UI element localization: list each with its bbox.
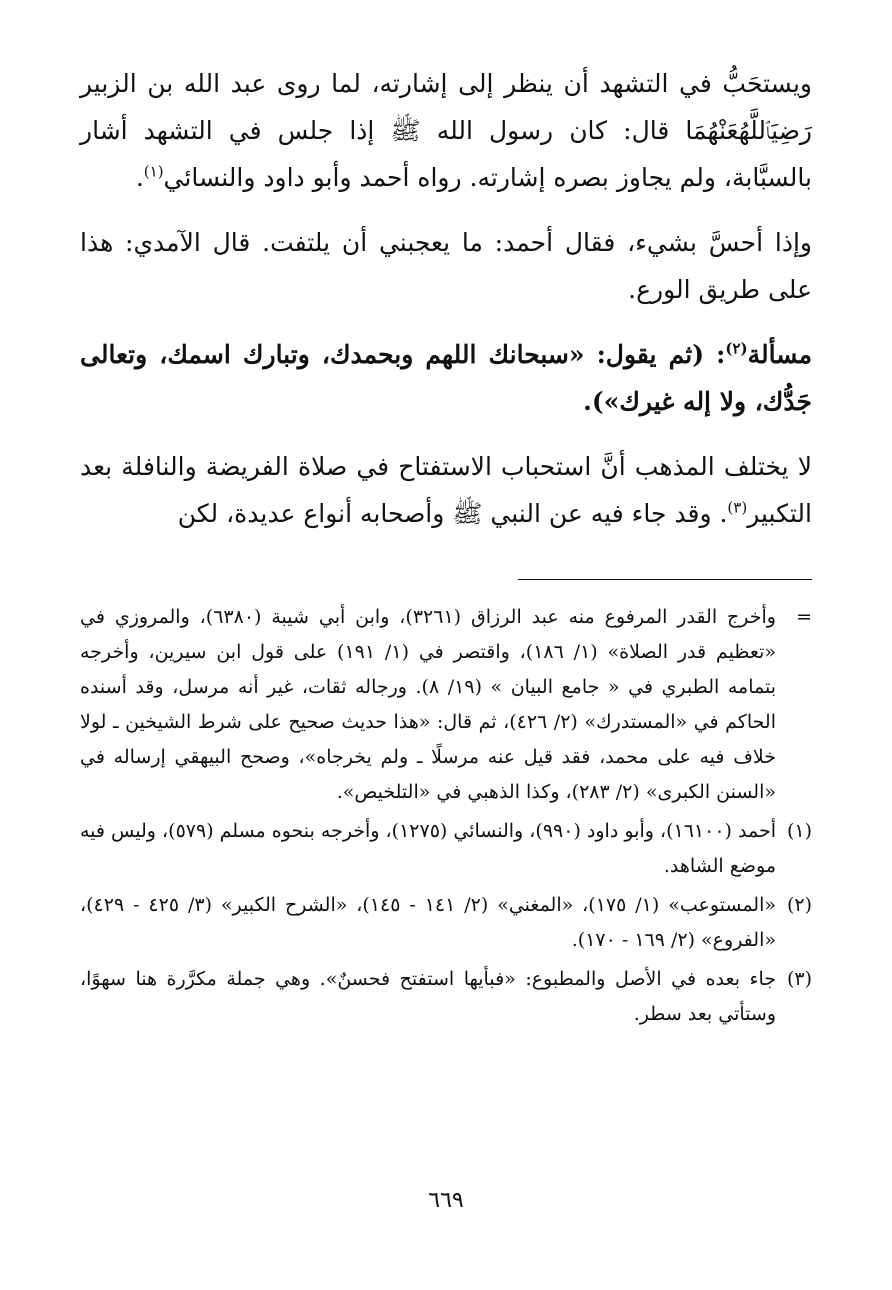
page-number: ٦٦٩ <box>428 1188 464 1213</box>
footnote-ref-1: (١) <box>143 162 164 181</box>
footnote-divider <box>518 579 812 580</box>
paragraph-1-text: ويستحَبُّ في التشهد أن ينظر إلى إشارته، لما روى عبد الله بن الزبير رَضِيَٱللَّهُعَنْهُمَا قال: كان رسول الله ﷺ إذا جلس في التشهد أشار بالسبَّابة، ولم يجاوز بصره إشارته. رواه أحمد وأبو داود والنسائي <box>80 69 812 192</box>
main-text <box>80 60 812 537</box>
footnote-3 <box>80 962 812 1032</box>
footnote-continuation <box>80 600 812 810</box>
footnote-marker: (٢) <box>786 894 812 916</box>
footnotes <box>80 600 812 1032</box>
footnote-marker: (١) <box>786 820 812 842</box>
footnote-text: جاء بعده في الأصل والمطبوع: «فبأيها استفتح فحسنٌ». وهي جملة مكرَّرة هنا سهوًا، وستأتي بعد سطر. <box>80 968 776 1025</box>
issue-text: : (ثم يقول: «سبحانك اللهم وبحمدك، وتبارك اسمك، وتعالى جَدُّك، ولا إله غيرك»). <box>80 340 812 416</box>
footnote-2 <box>80 888 812 958</box>
footnote-text: وأخرج القدر المرفوع منه عبد الرزاق (٣٢٦١)، وابن أبي شيبة (٦٣٨٠)، والمروزي في «تعظيم قدر الصلاة» (١/ ١٨٦)، واقتصر في (١/ ١٩١) على قول ابن سيرين، وأخرجه بتمامه الطبري في « جامع البيان » (١٩/ ٨). ورجاله ثقات، غير أنه مرسل، وقد أسنده الحاكم في «المستدرك» (٢/ ٤٢٦)، ثم قال: «هذا حديث صحيح على شرط الشيخين ـ لولا خلاف فيه على محمد، فقد قيل عنه مرسلًا ـ ولم يخرجاه»، وصحح البيهقي إرساله في «السنن الكبرى» (٢/ ٢٨٣)، وكذا الذهبي في «التلخيص». <box>80 606 776 803</box>
footnote-marker: (٣) <box>786 968 812 990</box>
footnote-ref-3: (٣) <box>727 498 748 517</box>
footnote-text: أحمد (١٦١٠٠)، وأبو داود (٩٩٠)، والنسائي (١٢٧٥)، وأخرجه بنحوه مسلم (٥٧٩)، وليس فيه موضع الشاهد. <box>80 820 776 877</box>
footnote-marker: = <box>796 606 812 628</box>
paragraph-2-text: وإذا أحسَّ بشيء، فقال أحمد: ما يعجبني أن يلتفت. قال الآمدي: هذا على طريق الورع. <box>80 228 812 304</box>
footnote-ref-2: (٢) <box>725 339 748 358</box>
paragraph-4-text: لا يختلف المذهب أنَّ استحباب الاستفتاح في صلاة الفريضة والنافلة بعد التكبير <box>80 452 812 528</box>
paragraph-4 <box>80 443 812 537</box>
issue-heading <box>80 331 812 425</box>
paragraph-2 <box>80 219 812 313</box>
footnote-text: «المستوعب» (١/ ١٧٥)، «المغني» (٢/ ١٤١ - ١٤٥)، «الشرح الكبير» (٣/ ٤٢٥ - ٤٢٩)، «الفروع» (٢/ ١٦٩ - ١٧٠). <box>80 894 776 951</box>
paragraph-1 <box>80 60 812 201</box>
issue-label: مسألة <box>747 340 812 369</box>
paragraph-4-end: . وقد جاء فيه عن النبي ﷺ وأصحابه أنواع عديدة، لكن <box>177 499 728 528</box>
footnote-1 <box>80 814 812 884</box>
paragraph-1-end: . <box>135 163 144 192</box>
